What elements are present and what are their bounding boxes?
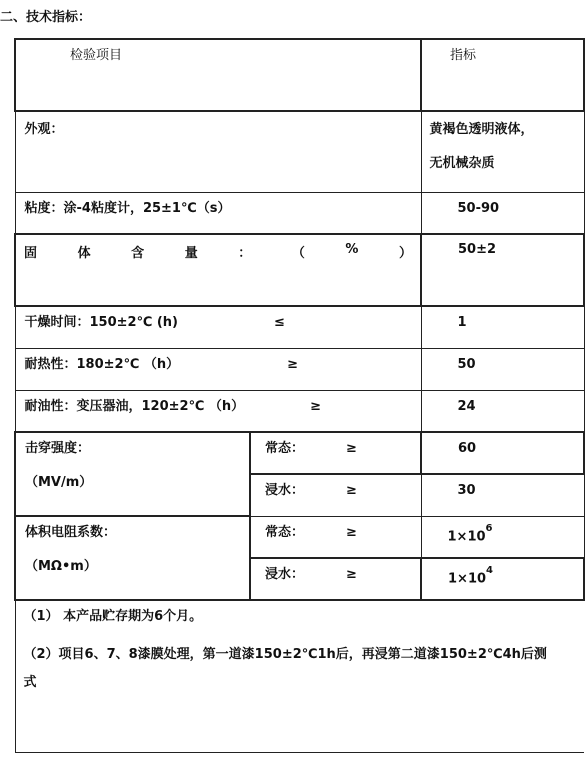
table-row: [15, 516, 584, 558]
value-oil: 24: [457, 398, 476, 414]
solids-char: 固: [24, 246, 38, 261]
table-row: [15, 111, 584, 192]
solids-char: ）: [398, 246, 412, 261]
value-breakdown-normal: 60: [458, 441, 477, 456]
op-oil: ≥: [310, 398, 322, 414]
section-heading: 二、技术指标：: [0, 10, 92, 25]
value-solids: 50±2: [458, 242, 497, 257]
row-label-drying: 干燥时间：150±2℃ (h) ≤: [24, 315, 285, 330]
table-row: [15, 306, 584, 348]
solids-char: （: [291, 246, 305, 261]
solids-char: 量: [184, 246, 198, 261]
value-drying: 1: [457, 315, 467, 330]
resistivity-water: 浸水： ≥: [265, 567, 357, 582]
value-resistivity-water: $1\times 10^4$: [448, 565, 494, 587]
op-heat: ≥: [287, 356, 299, 372]
row-label-viscosity: 粘度：涂-4粘度计，25±1℃（s）: [24, 200, 231, 216]
solids-char: ：: [238, 246, 252, 261]
row-label-resistivity: 体积电阻系数：: [25, 525, 117, 540]
value-breakdown-water: 30: [457, 483, 476, 498]
table-row: [15, 390, 584, 432]
value-viscosity: 50-90: [457, 200, 500, 216]
table-row: [15, 234, 584, 306]
value-resistivity-normal: $1\times 10^6$: [447, 522, 493, 544]
unit-resistivity: （MΩ•m）: [25, 559, 97, 574]
op-drying: ≤: [273, 315, 285, 330]
unit-breakdown: （MV/m）: [25, 475, 93, 490]
row-label-breakdown: 击穿强度：: [25, 441, 91, 456]
solids-char: %: [345, 242, 359, 257]
header-spec: 指标: [450, 48, 477, 63]
breakdown-water: 浸水： ≥: [265, 483, 357, 498]
note-2-line-1: （2）项目6、7、8漆膜处理，第一道漆150±2℃1h后，再浸第二道漆150±2℃4h后测: [23, 647, 547, 662]
header-item: 检验项目: [70, 48, 123, 63]
notes-row: [15, 600, 584, 752]
note-1: （1） 本产品贮存期为6个月。: [23, 609, 203, 624]
table-row: [15, 192, 584, 234]
spec-table: [14, 38, 585, 753]
resistivity-normal: 常态： ≥: [265, 524, 357, 540]
row-label-oil: 耐油性：变压器油，120±2℃ （h） ≥: [24, 398, 322, 414]
solids-char: 体: [77, 246, 91, 261]
spec-appearance-1: 黄褐色透明液体，: [429, 122, 534, 137]
note-2-line-2: 式: [23, 675, 37, 690]
row-label-appearance: 外观：: [24, 122, 64, 137]
table-row: [15, 432, 584, 474]
row-label-solids: [16, 235, 420, 261]
table-row: [15, 348, 584, 390]
row-label-heat: 耐热性：180±2℃ （h） ≥: [24, 356, 299, 372]
breakdown-normal: 常态： ≥: [265, 441, 357, 456]
table-header-row: [15, 39, 584, 111]
spec-appearance-2: 无机械杂质: [429, 156, 495, 171]
value-heat: 50: [457, 356, 476, 372]
solids-char: 含: [131, 246, 145, 261]
